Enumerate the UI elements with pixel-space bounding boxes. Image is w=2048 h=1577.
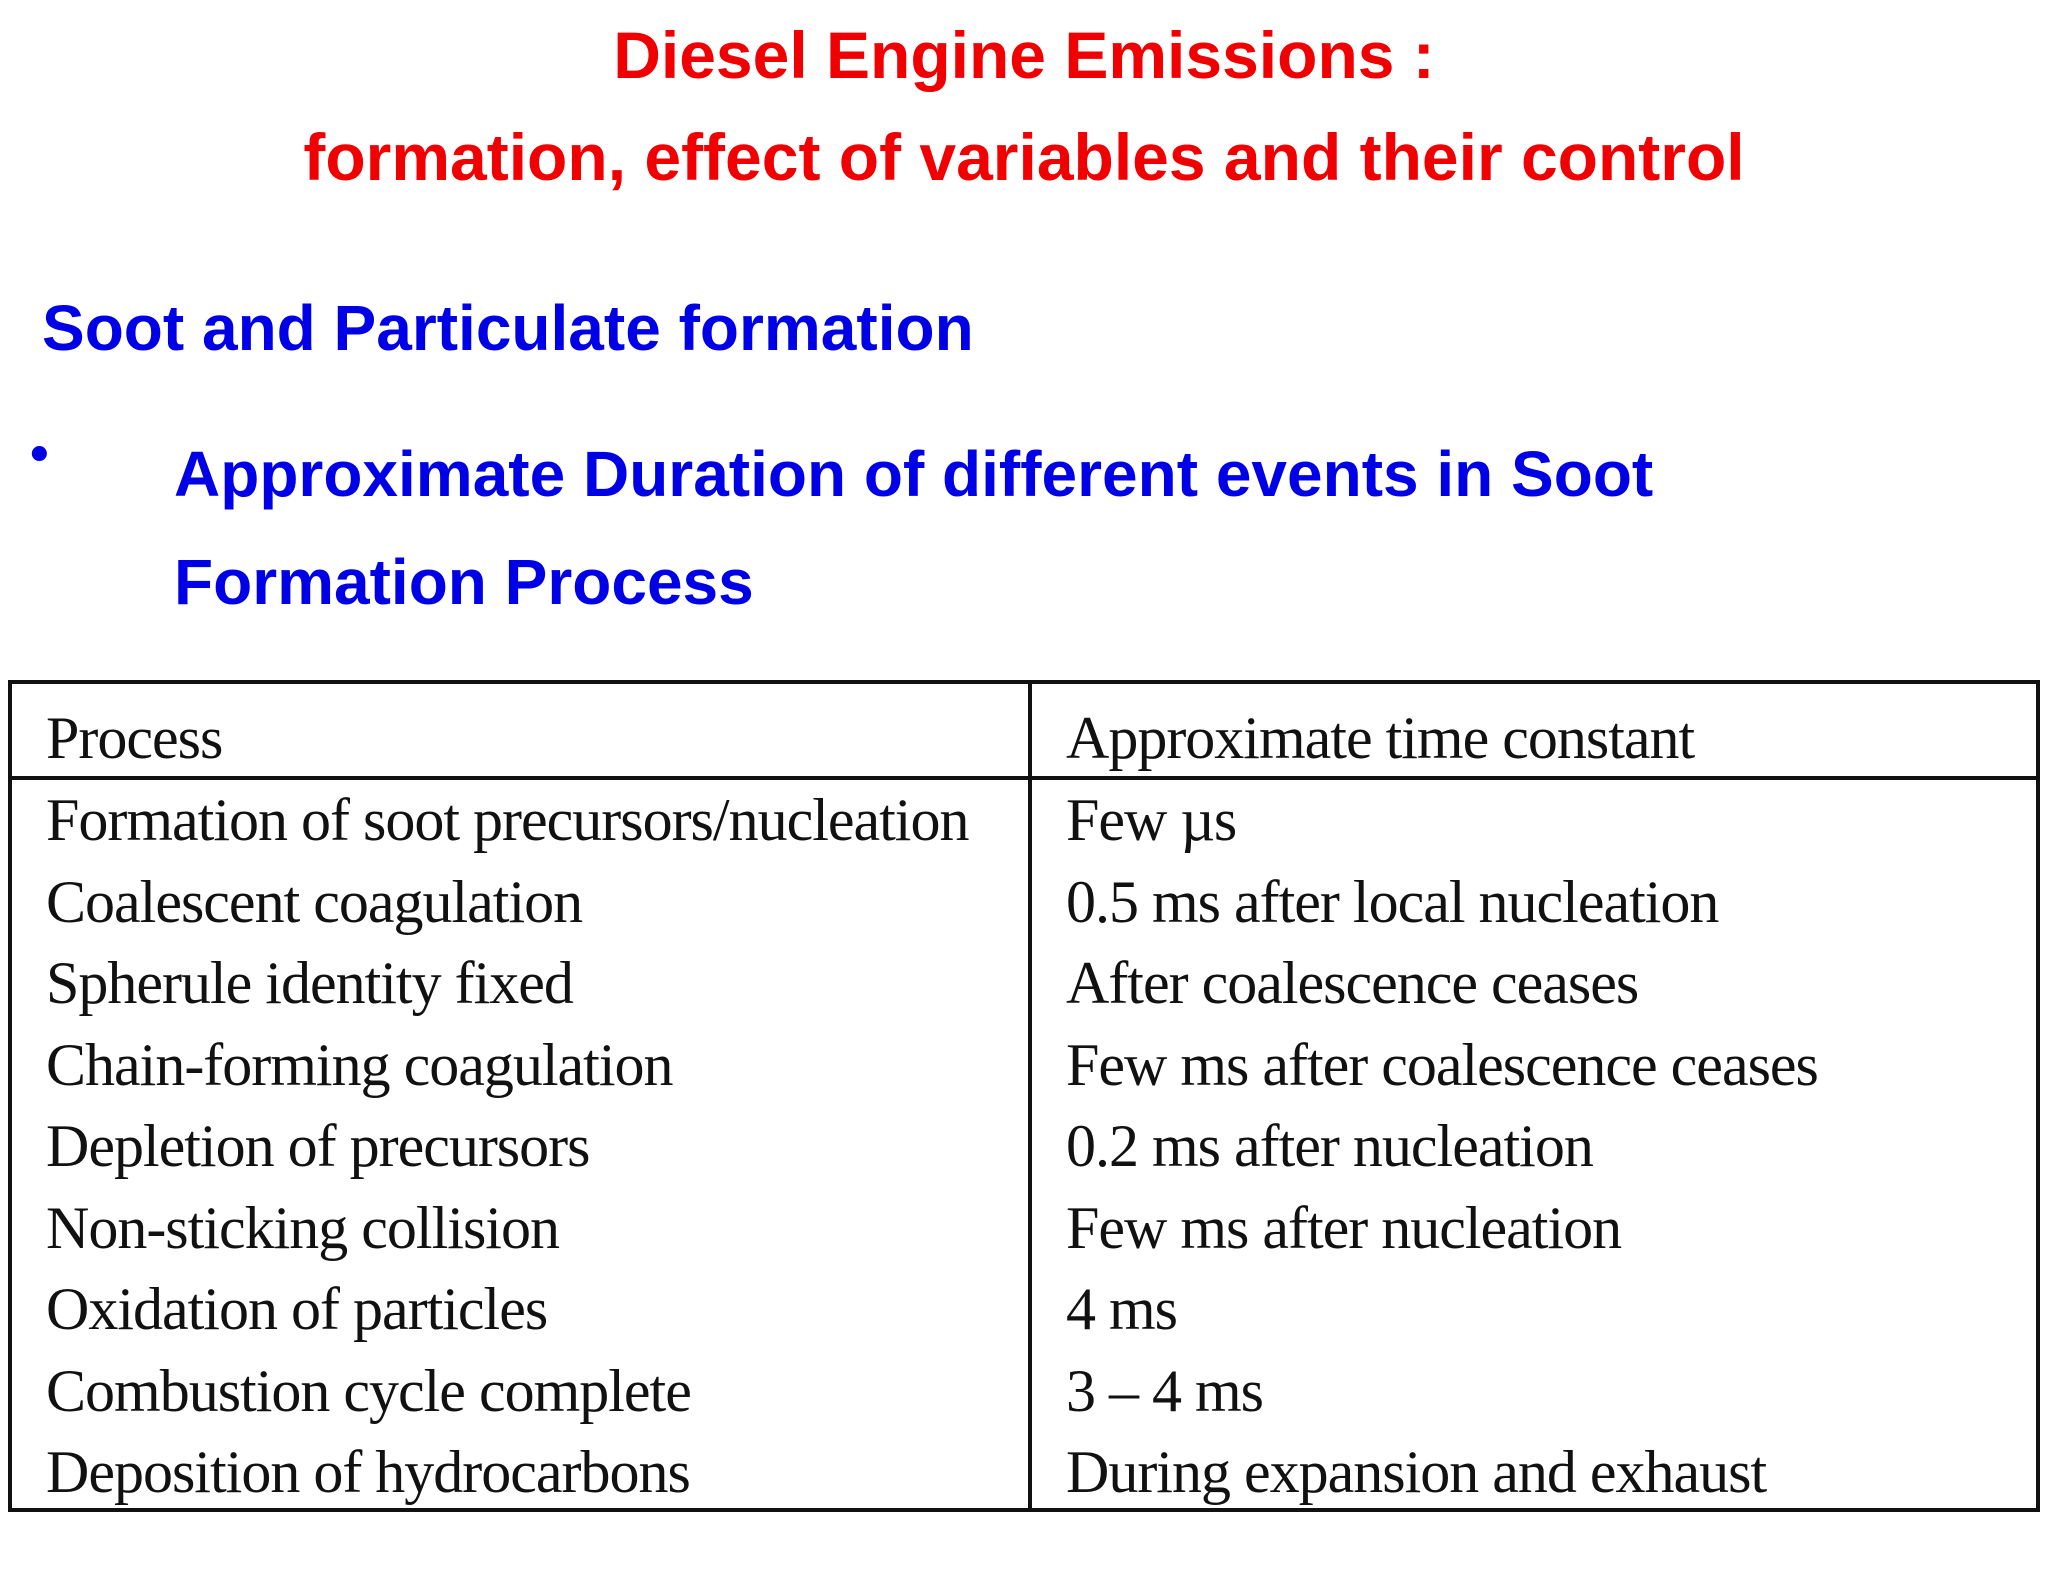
section-heading: Soot and Particulate formation bbox=[42, 292, 974, 364]
table-cell-time-constant: 4 ms bbox=[1066, 1276, 1178, 1342]
table-header-time-constant: Approximate time constant bbox=[1066, 705, 1695, 771]
soot-process-table bbox=[8, 680, 2040, 1512]
bullet-text-line-1: Approximate Duration of different events in Soot bbox=[174, 438, 1654, 510]
table-cell-process: Depletion of precursors bbox=[46, 1113, 590, 1179]
table-cell-process: Coalescent coagulation bbox=[46, 869, 583, 935]
table-cell-process: Spherule identity fixed bbox=[46, 950, 573, 1016]
table-cell-time-constant: Few ms after nucleation bbox=[1066, 1195, 1622, 1261]
table-header-process: Process bbox=[46, 705, 223, 771]
table-cell-process: Chain-forming coagulation bbox=[46, 1032, 673, 1098]
table-cell-process: Deposition of hydrocarbons bbox=[46, 1439, 690, 1505]
table-cell-time-constant: During expansion and exhaust bbox=[1066, 1439, 1767, 1505]
bullet-icon: • bbox=[24, 426, 55, 486]
table-header-divider bbox=[12, 776, 2036, 780]
table-column-divider bbox=[1028, 684, 1032, 1508]
table-cell-process: Formation of soot precursors/nucleation bbox=[46, 787, 969, 853]
table-cell-process: Combustion cycle complete bbox=[46, 1358, 691, 1424]
table-cell-time-constant: After coalescence ceases bbox=[1066, 950, 1639, 1016]
table-cell-time-constant: 0.2 ms after nucleation bbox=[1066, 1113, 1593, 1179]
table-cell-time-constant: 0.5 ms after local nucleation bbox=[1066, 869, 1719, 935]
table-cell-process: Oxidation of particles bbox=[46, 1276, 548, 1342]
table-cell-time-constant: 3 – 4 ms bbox=[1066, 1358, 1264, 1424]
page-title-line-1: Diesel Engine Emissions : bbox=[613, 18, 1435, 92]
bullet-text bbox=[174, 420, 1994, 636]
table-cell-time-constant: Few µs bbox=[1066, 787, 1237, 853]
page-title-line-2: formation, effect of variables and their control bbox=[303, 120, 1745, 194]
table-cell-time-constant: Few ms after coalescence ceases bbox=[1066, 1032, 1818, 1098]
table-cell-process: Non-sticking collision bbox=[46, 1195, 559, 1261]
bullet-text-line-2: Formation Process bbox=[174, 546, 754, 618]
